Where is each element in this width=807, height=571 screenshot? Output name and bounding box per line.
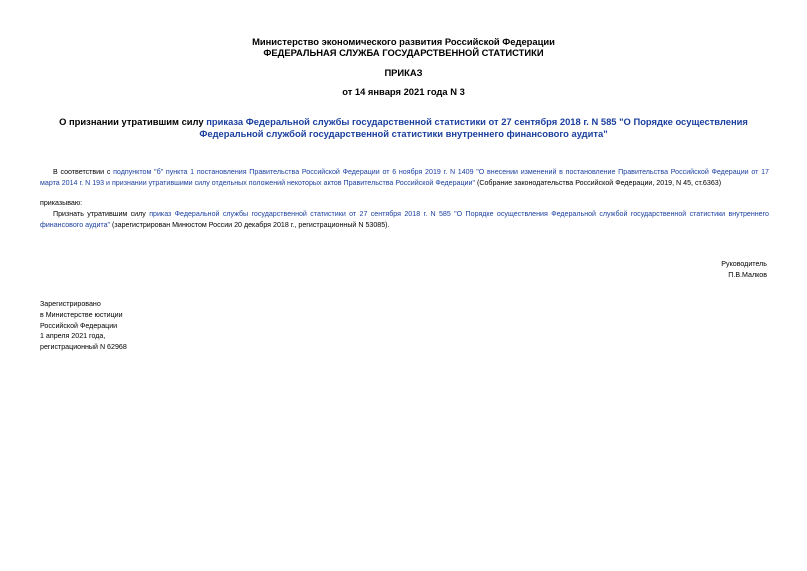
repeal-link[interactable]: приказ Федеральной службы государственной статистики от 27 сентября 2018 г. N 585 "О Порядке осуществления Федеральной службой государственной статистики внутреннего финансового аудита" [40, 210, 770, 229]
registration-line: регистрационный N 62968 [40, 343, 127, 352]
basis-suffix: (Собрание законодательства Российской Федерации, 2019, N 45, ст.6363) [475, 178, 722, 187]
document-type: ПРИКАЗ [384, 67, 423, 78]
title-prefix: О признании утратившим силу [59, 116, 207, 127]
ministry-heading: Министерство экономического развития Российской Федерации [252, 36, 555, 47]
signature-position: Руководитель [721, 260, 767, 268]
signature-block [721, 259, 767, 280]
basis-link[interactable]: подпунктом "б" пункта 1 постановления Правительства Российской Федерации от 6 ноября 2019 г. N 1409 "О внесении изменений в постановление Правительства Российской Федерации от 17 марта 2014 г. N 193 и признании утратившими силу отдельных положений некоторых актов Правительства Российской Федерации" [40, 168, 769, 187]
repeal-suffix: (зарегистрирован Минюстом России 20 декабря 2018 г., регистрационный N 53085). [110, 220, 390, 229]
document-date-number: от 14 января 2021 года N 3 [342, 86, 465, 97]
registration-line: 1 апреля 2021 года, [40, 332, 106, 341]
paragraph-repeal [40, 209, 769, 230]
paragraph-basis [40, 167, 769, 188]
registration-line: Российской Федерации [40, 321, 118, 330]
registration-block [40, 299, 127, 353]
document-title [40, 116, 767, 139]
repeal-prefix: Признать утратившим силу [53, 210, 150, 218]
service-heading: ФЕДЕРАЛЬНАЯ СЛУЖБА ГОСУДАРСТВЕННОЙ СТАТИСТИКИ [263, 47, 544, 58]
title-link[interactable]: приказа Федеральной службы государственной статистики от 27 сентября 2018 г. N 585 "О Порядке осуществления Федеральной службой государственной статистики внутреннего финансового аудита" [199, 116, 748, 139]
order-word: приказываю: [40, 199, 83, 207]
basis-prefix: В соответствии с [53, 168, 114, 176]
signature-name: П.В.Малков [728, 270, 767, 279]
registration-line: в Министерстве юстиции [40, 310, 123, 319]
registration-line: Зарегистрировано [40, 300, 101, 308]
